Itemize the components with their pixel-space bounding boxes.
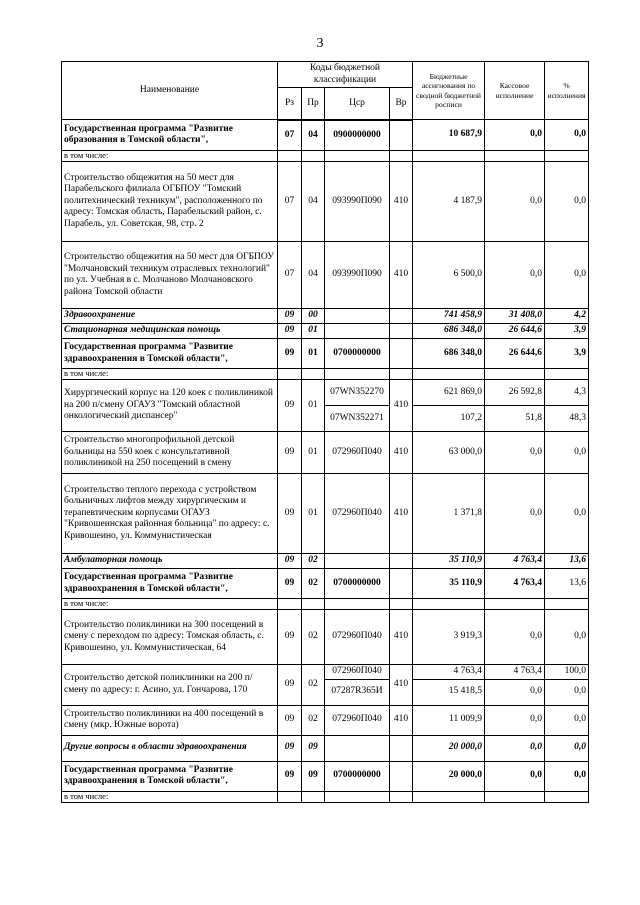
row-pr: 02	[302, 569, 325, 599]
row-rz: 09	[278, 735, 302, 761]
row-pr: 04	[302, 162, 325, 242]
row-pct: 0,0	[545, 679, 589, 705]
row-rz: 09	[278, 324, 302, 339]
row-rz: 07	[278, 242, 302, 309]
row-pr: 01	[302, 432, 325, 474]
row-budget: 686 348,0	[413, 339, 485, 369]
row-name: Государственная программа "Развитие здравоохранения в Томской области",	[62, 339, 278, 369]
row-vr: 410	[390, 610, 413, 665]
table-row	[62, 242, 589, 309]
row-name: Строительство поликлиники на 400 посещений в смену (мкр. Южные ворота)	[62, 705, 278, 735]
header-pct: % исполнения	[545, 62, 589, 120]
row-pct: 0,0	[545, 162, 589, 242]
row-pct: 0,0	[545, 610, 589, 665]
row-name: в том числе:	[62, 151, 278, 162]
row-pct: 0,0	[545, 242, 589, 309]
row-pr: 02	[302, 665, 325, 706]
table-row	[62, 705, 589, 735]
row-pr: 01	[302, 324, 325, 339]
row-budget: 107,2	[413, 406, 485, 432]
row-budget: 686 348,0	[413, 324, 485, 339]
row-rz: 09	[278, 665, 302, 706]
row-budget: 35 110,9	[413, 569, 485, 599]
row-budget: 35 110,9	[413, 554, 485, 569]
row-csr: 07WN352270	[325, 380, 390, 406]
table-row	[62, 569, 589, 599]
row-csr: 072960П040	[325, 610, 390, 665]
row-vr: 410	[390, 432, 413, 474]
row-vr: 410	[390, 162, 413, 242]
row-name: в том числе:	[62, 791, 278, 802]
row-name: в том числе:	[62, 369, 278, 380]
row-vr	[390, 569, 413, 599]
row-csr: 093990П090	[325, 242, 390, 309]
row-vr: 410	[390, 380, 413, 432]
row-vr: 410	[390, 705, 413, 735]
row-budget: 621 869,0	[413, 380, 485, 406]
row-budget: 63 000,0	[413, 432, 485, 474]
row-budget: 4 763,4	[413, 665, 485, 680]
table-row	[62, 761, 589, 791]
row-pr: 02	[302, 554, 325, 569]
table-row	[62, 339, 589, 369]
row-cash: 0,0	[485, 242, 545, 309]
row-name: Стационарная медицинская помощь	[62, 324, 278, 339]
row-budget: 20 000,0	[413, 735, 485, 761]
header-codes: Коды бюджетной классификации	[278, 62, 413, 88]
row-budget: 3 919,3	[413, 610, 485, 665]
row-rz: 09	[278, 339, 302, 369]
row-name: Строительство общежития на 50 мест для Парабельского филиала ОГБПОУ "Томский политехнический техникум", расположенного по адресу: Томская область, Парабельский район, с. Парабель, ул. Советская, 98, стр. 2	[62, 162, 278, 242]
row-cash: 0,0	[485, 735, 545, 761]
row-cash: 4 763,4	[485, 569, 545, 599]
row-pct: 0,0	[545, 705, 589, 735]
row-csr: 07WN352271	[325, 406, 390, 432]
row-rz: 09	[278, 554, 302, 569]
row-rz: 09	[278, 761, 302, 791]
table-row	[62, 369, 589, 380]
page-number: 3	[316, 36, 324, 51]
row-pr: 04	[302, 242, 325, 309]
row-pr: 09	[302, 761, 325, 791]
row-csr: 07287R365И	[325, 679, 390, 705]
row-cash: 4 763,4	[485, 665, 545, 680]
row-cash: 31 408,0	[485, 309, 545, 324]
row-name: Здравоохранение	[62, 309, 278, 324]
row-pr: 00	[302, 309, 325, 324]
row-name: Хирургический корпус на 120 коек с поликлиникой на 200 п/смену ОГАУЗ "Томский областной онкологический диспансер"	[62, 380, 278, 432]
row-pct: 13,6	[545, 554, 589, 569]
row-cash: 0,0	[485, 120, 545, 151]
row-pct: 4,2	[545, 309, 589, 324]
row-pr: 09	[302, 735, 325, 761]
row-budget: 11 009,9	[413, 705, 485, 735]
row-cash: 4 763,4	[485, 554, 545, 569]
row-cash: 0,0	[485, 474, 545, 554]
row-vr: 410	[390, 474, 413, 554]
row-csr	[325, 324, 390, 339]
row-pr: 02	[302, 705, 325, 735]
budget-table	[61, 61, 589, 803]
table-row	[62, 309, 589, 324]
row-pr: 02	[302, 610, 325, 665]
row-vr	[390, 554, 413, 569]
row-vr	[390, 324, 413, 339]
row-cash: 0,0	[485, 761, 545, 791]
row-name: Строительство многопрофильной детской больницы на 550 коек с консультативной поликлиникой на 250 посещений в смену	[62, 432, 278, 474]
row-pct: 13,6	[545, 569, 589, 599]
row-cash: 0,0	[485, 705, 545, 735]
row-pct: 48,3	[545, 406, 589, 432]
row-budget: 741 458,9	[413, 309, 485, 324]
row-rz: 09	[278, 569, 302, 599]
header-name: Наименование	[62, 62, 278, 120]
table-row	[62, 324, 589, 339]
row-cash: 51,8	[485, 406, 545, 432]
row-pct: 3,9	[545, 339, 589, 369]
row-name: Государственная программа "Развитие образования в Томской области",	[62, 120, 278, 151]
table-row	[62, 162, 589, 242]
row-rz: 09	[278, 610, 302, 665]
row-pr: 01	[302, 380, 325, 432]
table-row	[62, 610, 589, 665]
header-vr: Вр	[390, 88, 413, 120]
row-rz: 09	[278, 705, 302, 735]
header-pr: Пр	[302, 88, 325, 120]
row-pct: 0,0	[545, 474, 589, 554]
row-name: в том числе:	[62, 599, 278, 610]
row-rz: 07	[278, 162, 302, 242]
table-row	[62, 599, 589, 610]
row-budget: 6 500,0	[413, 242, 485, 309]
table-row	[62, 554, 589, 569]
header-rz: Рз	[278, 88, 302, 120]
row-csr: 072960П040	[325, 432, 390, 474]
row-pr: 01	[302, 339, 325, 369]
table-row	[62, 432, 589, 474]
row-name: Государственная программа "Развитие здравоохранения в Томской области",	[62, 569, 278, 599]
row-rz: 07	[278, 120, 302, 151]
row-name: Строительство поликлиники на 300 посещений в смену с переходом по адресу: Томская область, с. Кривошеино, ул. Коммунистическая, 64	[62, 610, 278, 665]
row-cash: 26 644,6	[485, 339, 545, 369]
row-name: Строительство теплого перехода с устройством больничных лифтов между хирургическим и терапевтическим корпусами ОГАУЗ "Кривошеинская районная больница" по адресу: с. Кривошеино, ул. Коммунистическая	[62, 474, 278, 554]
row-csr	[325, 735, 390, 761]
row-csr: 0700000000	[325, 569, 390, 599]
row-vr	[390, 339, 413, 369]
row-pct: 0,0	[545, 735, 589, 761]
row-cash: 26 644,6	[485, 324, 545, 339]
table-row	[62, 791, 589, 802]
header-row	[62, 62, 589, 88]
row-vr: 410	[390, 242, 413, 309]
row-rz: 09	[278, 474, 302, 554]
row-vr	[390, 120, 413, 151]
row-cash: 0,0	[485, 432, 545, 474]
row-csr: 0900000000	[325, 120, 390, 151]
row-name: Другие вопросы в области здравоохранения	[62, 735, 278, 761]
row-vr	[390, 735, 413, 761]
row-name: Амбулаторная помощь	[62, 554, 278, 569]
row-pct: 100,0	[545, 665, 589, 680]
table-row	[62, 665, 589, 680]
row-pct: 0,0	[545, 120, 589, 151]
row-csr: 072960П040	[325, 705, 390, 735]
table-row	[62, 474, 589, 554]
row-vr	[390, 761, 413, 791]
row-budget: 10 687,9	[413, 120, 485, 151]
row-budget: 4 187,9	[413, 162, 485, 242]
row-pct: 4,3	[545, 380, 589, 406]
row-name: Строительство общежития на 50 мест для ОГБПОУ "Молчановский техникум отраслевых технологий" по ул. Учебная в с. Молчаново Молчановского района Томской области	[62, 242, 278, 309]
table-row	[62, 151, 589, 162]
row-budget: 15 418,5	[413, 679, 485, 705]
row-csr: 0700000000	[325, 761, 390, 791]
row-csr	[325, 554, 390, 569]
row-budget: 20 000,0	[413, 761, 485, 791]
table-row	[62, 735, 589, 761]
row-csr: 093990П090	[325, 162, 390, 242]
row-cash: 0,0	[485, 610, 545, 665]
row-csr: 072960П040	[325, 474, 390, 554]
row-name: Государственная программа "Развитие здравоохранения в Томской области",	[62, 761, 278, 791]
row-rz: 09	[278, 432, 302, 474]
row-cash: 26 592,8	[485, 380, 545, 406]
row-pct: 0,0	[545, 761, 589, 791]
row-csr: 072960П040	[325, 665, 390, 680]
row-pct: 3,9	[545, 324, 589, 339]
row-pr: 04	[302, 120, 325, 151]
header-cash: Кассовое исполнение	[485, 62, 545, 120]
header-csr: Цср	[325, 88, 390, 120]
row-csr	[325, 309, 390, 324]
row-cash: 0,0	[485, 162, 545, 242]
row-csr: 0700000000	[325, 339, 390, 369]
row-budget: 1 371,8	[413, 474, 485, 554]
row-vr: 410	[390, 665, 413, 706]
table-row	[62, 120, 589, 151]
row-rz: 09	[278, 380, 302, 432]
row-pr: 01	[302, 474, 325, 554]
row-vr	[390, 309, 413, 324]
header-budget: Бюджетные ассигнования по сводной бюджетной росписи	[413, 62, 485, 120]
row-cash: 0,0	[485, 679, 545, 705]
row-rz: 09	[278, 309, 302, 324]
row-name: Строительство детской поликлиники на 200 п/смену по адресу: г. Асино, ул. Гончарова, 170	[62, 665, 278, 706]
table-row	[62, 380, 589, 406]
row-pct: 0,0	[545, 432, 589, 474]
